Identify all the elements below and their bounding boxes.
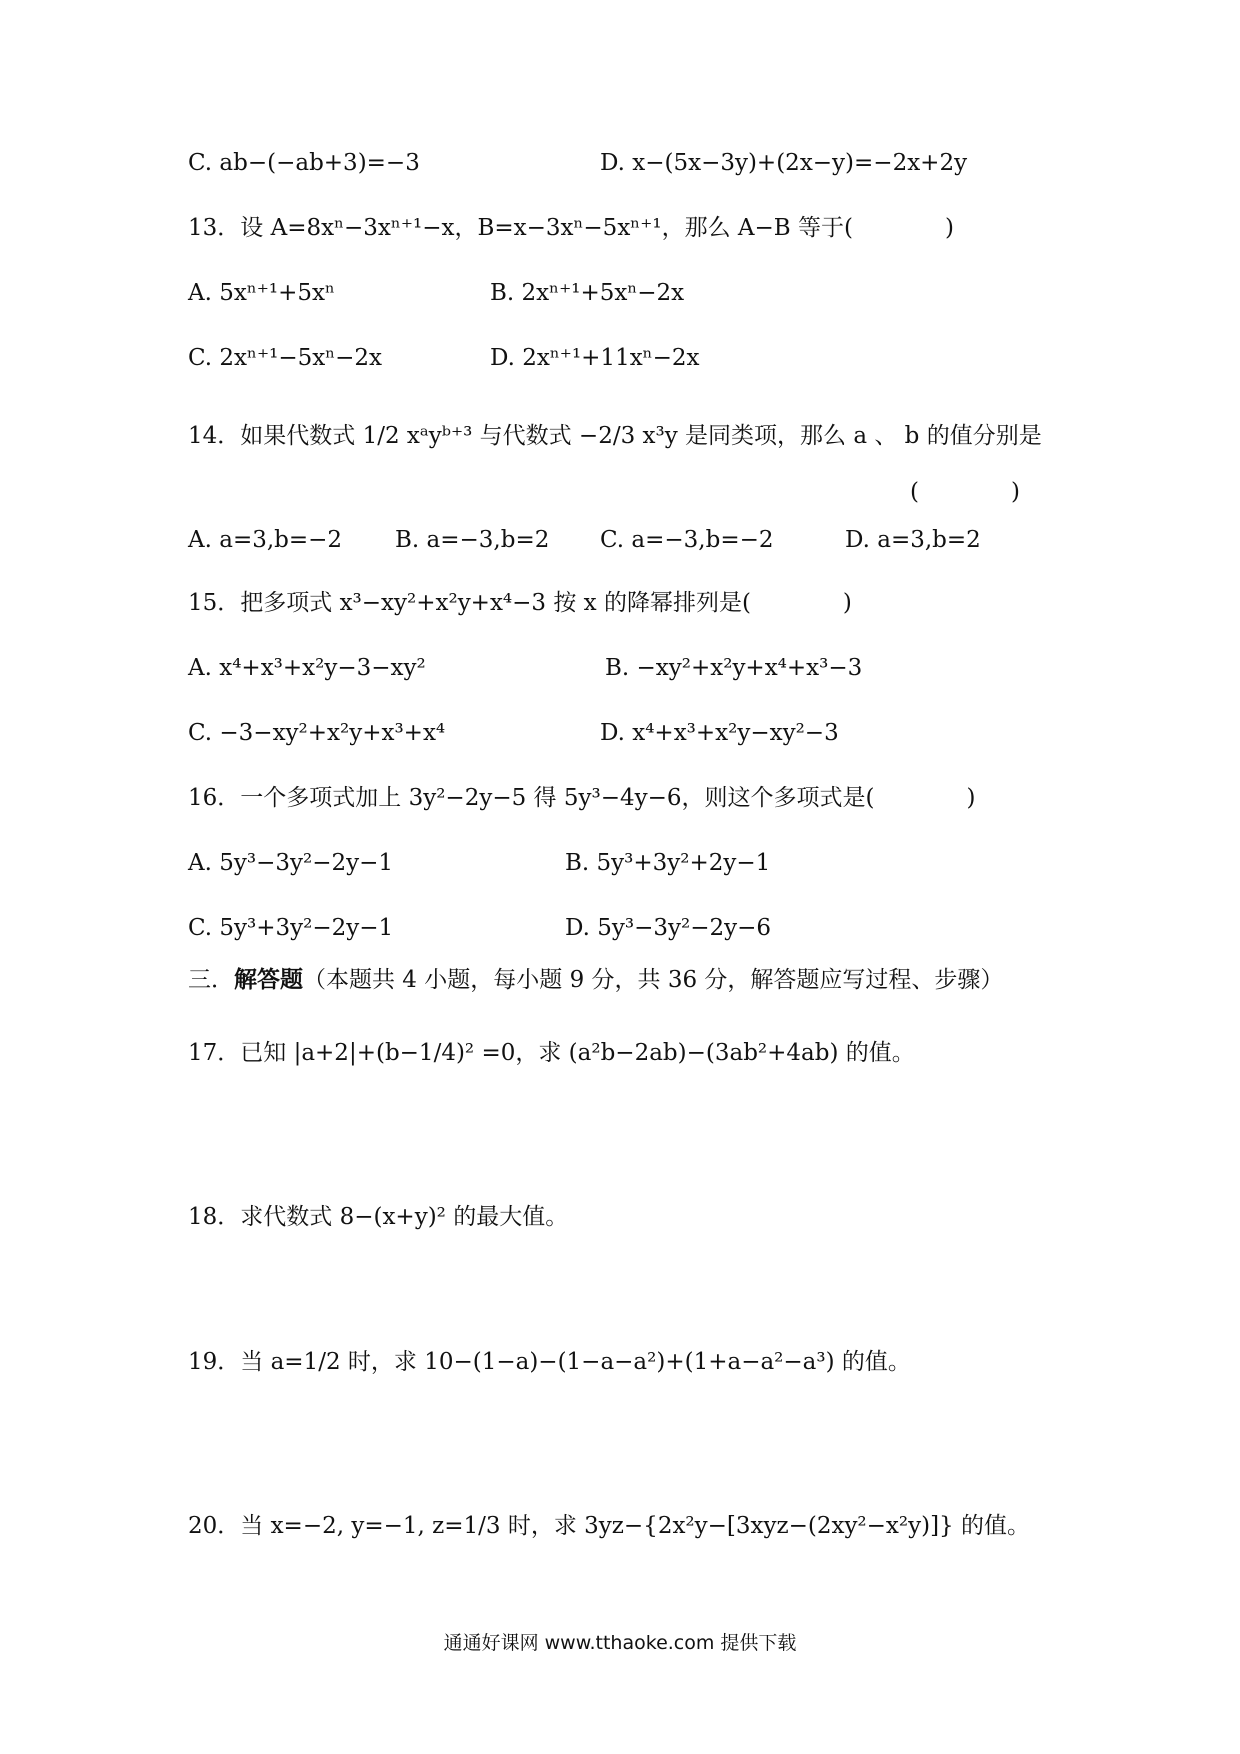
q13-option-d: D. 2xⁿ⁺¹+11xⁿ−2x [490, 345, 700, 371]
q16-option-d: D. 5y³−3y²−2y−6 [565, 915, 772, 941]
q14-option-d: D. a=3,b=2 [845, 527, 981, 553]
q15-option-c: C. −3−xy²+x²y+x³+x⁴ [188, 720, 446, 746]
q13-option-c: C. 2xⁿ⁺¹−5xⁿ−2x [188, 345, 383, 371]
q17-text: 17．已知 |a+2|+(b−1/4)² =0，求 (a²b−2ab)−(3ab²+4ab) 的值。 [188, 1040, 915, 1066]
q12-option-c: C. ab−(−ab+3)=−3 [188, 150, 420, 176]
q15-option-a: A. x⁴+x³+x²y−3−xy² [188, 655, 426, 681]
q16-option-c: C. 5y³+3y²−2y−1 [188, 915, 394, 941]
q15-stem: 15．把多项式 x³−xy²+x²y+x⁴−3 按 x 的降幂排列是( ) [188, 590, 852, 616]
q13-stem: 13．设 A=8xⁿ−3xⁿ⁺¹−x，B=x−3xⁿ−5xⁿ⁺¹，那么 A−B 等于( ) [188, 215, 954, 241]
q16-stem: 16．一个多项式加上 3y²−2y−5 得 5y³−4y−6，则这个多项式是( ) [188, 785, 976, 811]
q18-text: 18．求代数式 8−(x+y)² 的最大值。 [188, 1204, 569, 1230]
q13-option-a: A. 5xⁿ⁺¹+5xⁿ [188, 280, 335, 306]
q16-option-b: B. 5y³+3y²+2y−1 [565, 850, 771, 876]
section-note: （本题共 4 小题，每小题 9 分，共 36 分，解答题应写过程、步骤） [303, 967, 1004, 993]
section-heading [188, 964, 1003, 996]
q20-text: 20．当 x=−2, y=−1, z=1/3 时，求 3yz−{2x²y−[3xyz−(2xy²−x²y)]} 的值。 [188, 1513, 1031, 1539]
q13-option-b: B. 2xⁿ⁺¹+5xⁿ−2x [490, 280, 685, 306]
section-title: 解答题 [234, 966, 303, 993]
q19-text: 19．当 a=1/2 时，求 10−(1−a)−(1−a−a²)+(1+a−a²−a³) 的值。 [188, 1349, 911, 1375]
q14-option-b: B. a=−3,b=2 [395, 527, 550, 553]
q12-option-d: D. x−(5x−3y)+(2x−y)=−2x+2y [600, 150, 968, 176]
q14-option-a: A. a=3,b=−2 [188, 527, 343, 553]
q14-answer-blank: ( ) [910, 479, 1020, 505]
q15-option-d: D. x⁴+x³+x²y−xy²−3 [600, 720, 839, 746]
q15-option-b: B. −xy²+x²y+x⁴+x³−3 [605, 655, 863, 681]
page-footer: 通通好课网 www.tthaoke.com 提供下载 [443, 1632, 797, 1654]
q14-stem: 14．如果代数式 1/2 xᵃyᵇ⁺³ 与代数式 −2/3 x³y 是同类项，那么 a 、 b 的值分别是 [188, 423, 1042, 449]
section-prefix: 三． [188, 967, 234, 993]
q16-option-a: A. 5y³−3y²−2y−1 [188, 850, 394, 876]
q14-option-c: C. a=−3,b=−2 [600, 527, 774, 553]
